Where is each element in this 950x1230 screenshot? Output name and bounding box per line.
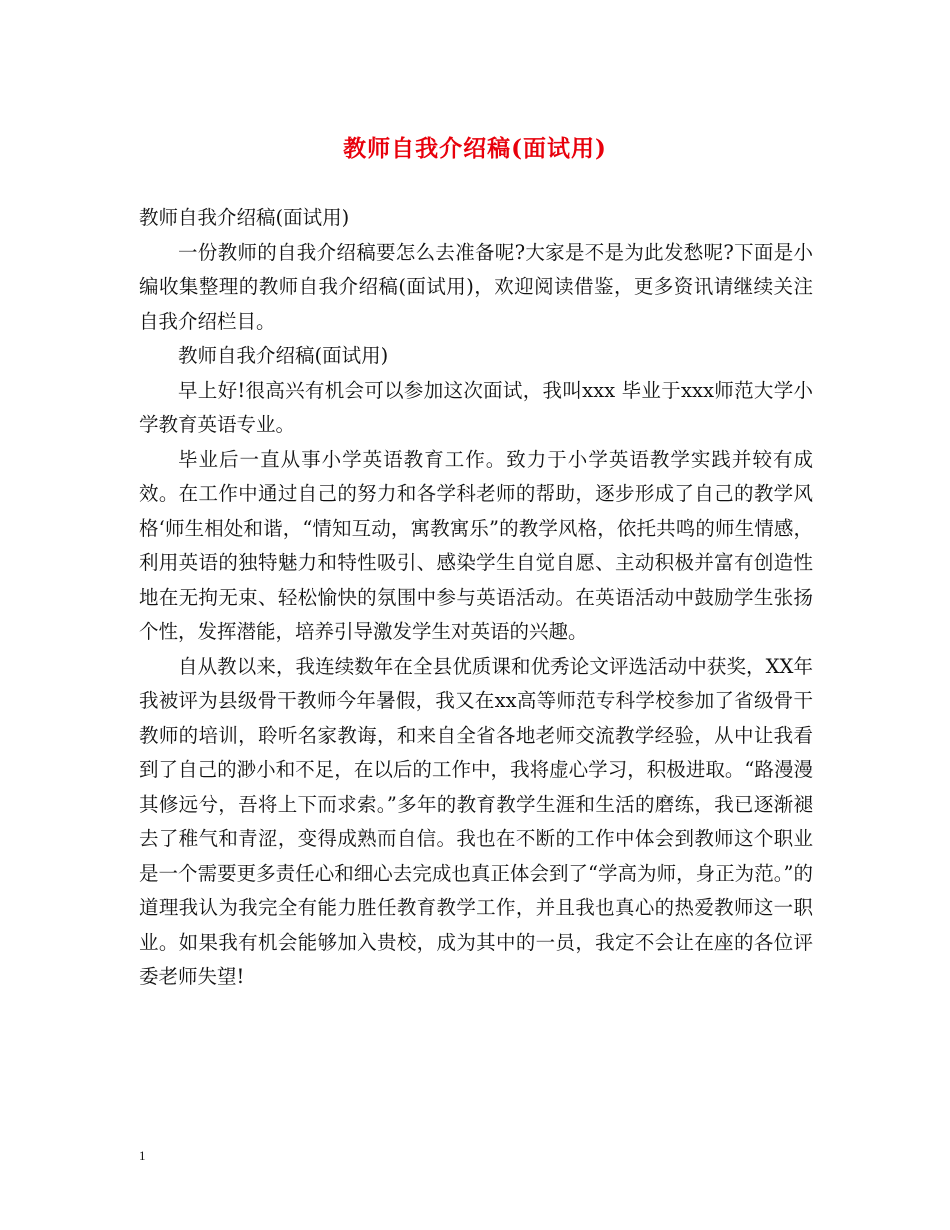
section-heading: 教师自我介绍稿(面试用)	[178, 344, 389, 367]
document-body	[139, 201, 813, 995]
experience-paragraph: 毕业后一直从事小学英语教育工作。致力于小学英语教学实践并较有成效。在工作中通过自己的努力和各学科老师的帮助，逐步形成了自己的教学风格‘师生相处和谐，“情知互动，寓教寓乐”的教学风格，依托共鸣的师生情感，利用英语的独特魅力和特性吸引、感染学生自觉自愿、主动积极并富有创造性地在无拘无束、轻松愉快的氛围中参与英语活动。在英语活动中鼓励学生张扬个性，发挥潜能，培养引导激发学生对英语的兴趣。	[139, 447, 813, 643]
greeting-paragraph: 早上好!很高兴有机会可以参加这次面试，我叫xxx 毕业于xxx师范大学小学教育英语专业。	[139, 378, 813, 436]
achievements-paragraph: 自从教以来，我连续数年在全县优质课和优秀论文评选活动中获奖，XX年我被评为县级骨干教师今年暑假，我又在xx高等师范专科学校参加了省级骨干教师的培训，聆听名家教诲，和来自全省各地老师交流教学经验，从中让我看到了自己的渺小和不足，在以后的工作中，我将虚心学习，积极进取。“路漫漫其修远兮，吾将上下而求索。”多年的教育教学生涯和生活的磨练，我已逐渐褪去了稚气和青涩，变得成熟而自信。我也在不断的工作中体会到教师这个职业是一个需要更多责任心和细心去完成也真正体会到了“学高为师，身正为范。”的道理我认为我完全有能力胜任教育教学工作，并且我也真心的热爱教师这一职业。如果我有机会能够加入贵校，成为其中的一员，我定不会让在座的各位评委老师失望!	[139, 654, 813, 988]
body-heading: 教师自我介绍稿(面试用)	[139, 206, 350, 229]
document-title: 教师自我介绍稿(面试用)	[343, 135, 607, 162]
page-number: 1	[139, 1148, 146, 1163]
intro-paragraph: 一份教师的自我介绍稿要怎么去准备呢?大家是不是为此发愁呢?下面是小编收集整理的教师自我介绍稿(面试用)，欢迎阅读借鉴，更多资讯请继续关注自我介绍栏目。	[139, 240, 813, 333]
